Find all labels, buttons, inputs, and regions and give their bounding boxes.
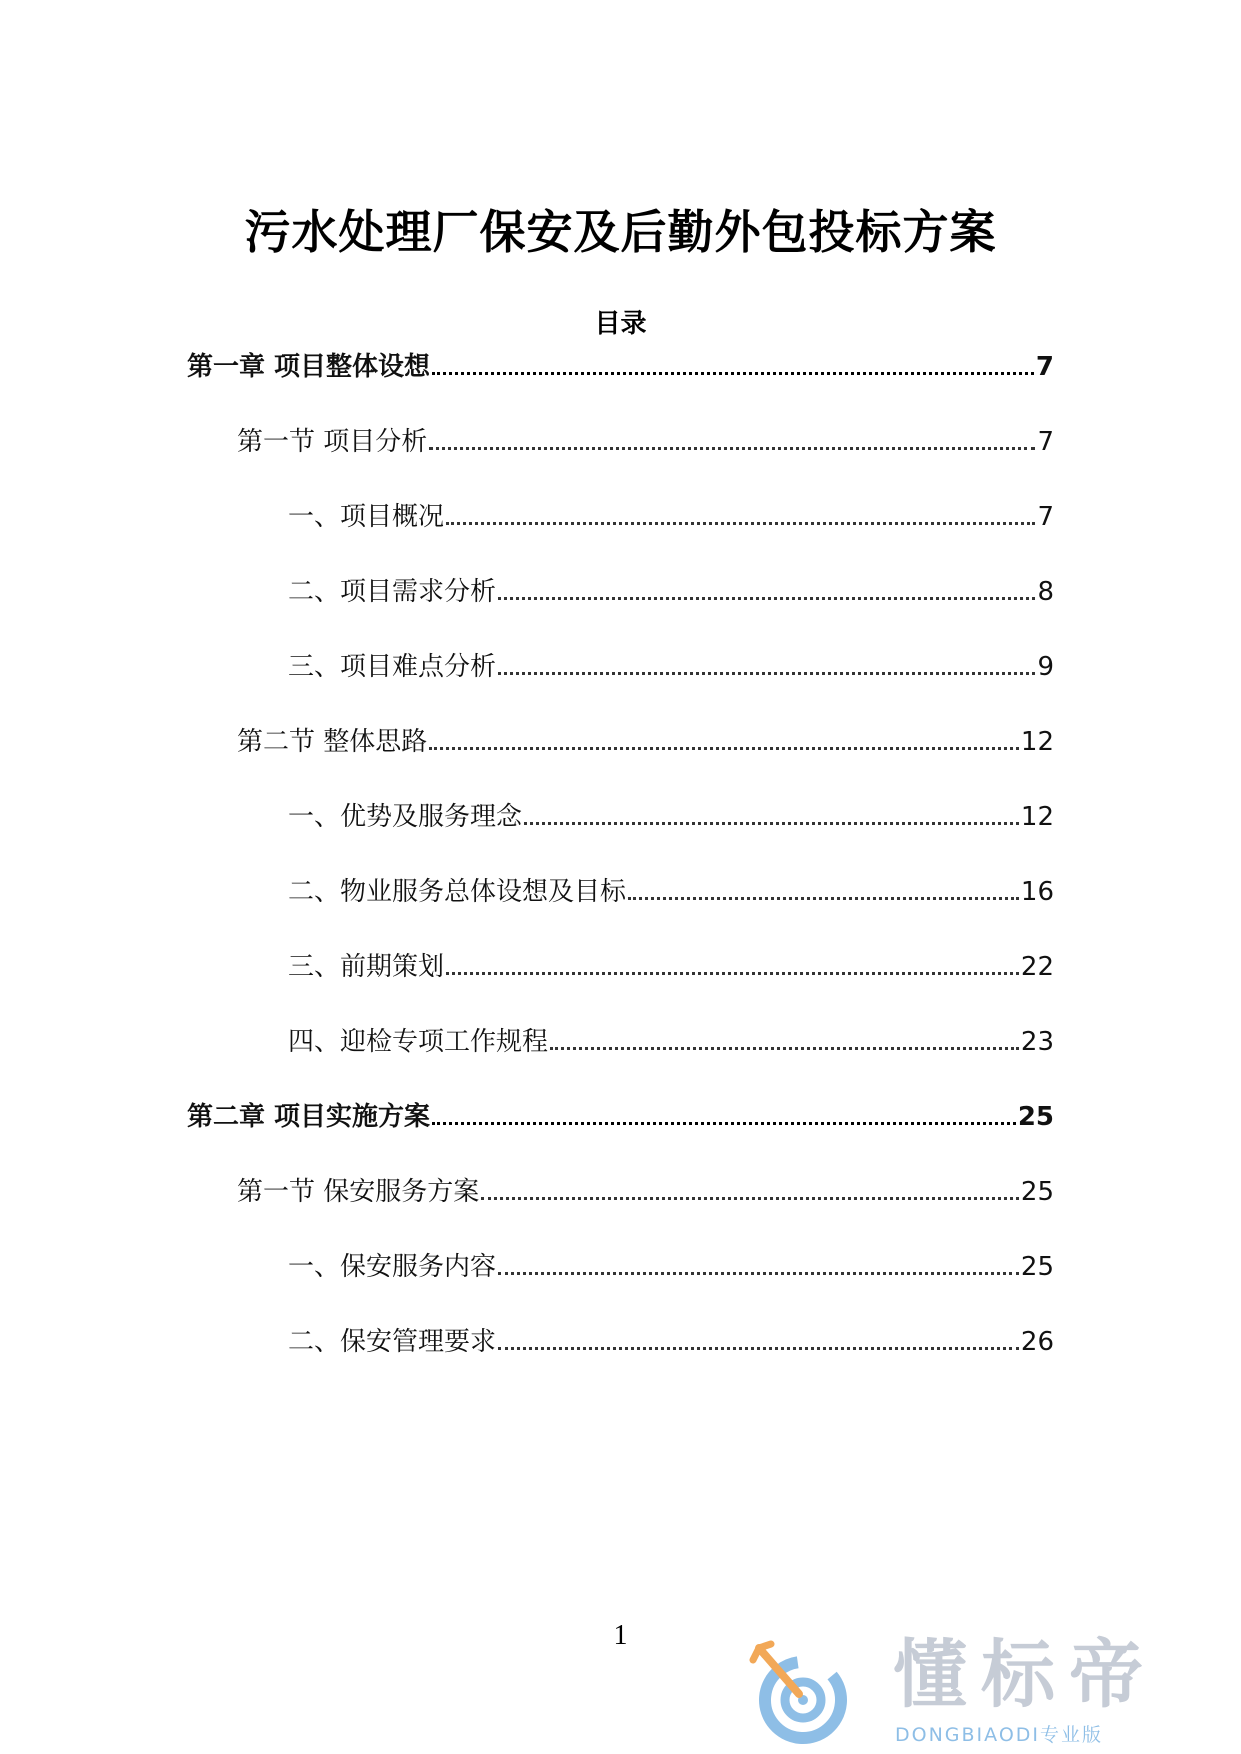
toc-entry-page: 7 [1037,502,1054,532]
toc-entry-title: 二、物业服务总体设想及目标 [288,877,627,907]
toc-entry-page: 12 [1020,802,1054,832]
toc-entry[interactable] [187,340,1054,380]
toc-entry[interactable] [288,1015,1054,1055]
document-title: 污水处理厂保安及后勤外包投标方案 [244,204,997,259]
toc-entry-title: 一、优势及服务理念 [288,802,523,832]
toc-entry-title: 四、迎检专项工作规程 [288,1027,549,1057]
toc-entry[interactable] [288,865,1054,905]
toc-dot-leader [498,1272,1019,1275]
toc-entry-title: 一、保安服务内容 [288,1252,497,1282]
watermark-latin: DONGBIAODI [895,1724,1041,1746]
toc-entry-page: 7 [1035,352,1054,382]
toc-entry-page: 7 [1037,427,1054,457]
toc-entry-title: 第一章 项目整体设想 [187,352,431,382]
toc-entry[interactable] [237,415,1054,455]
watermark-brand: 懂标帝 [893,1632,1157,1718]
toc-entry[interactable] [288,640,1054,680]
toc-heading: 目录 [594,309,647,339]
toc-entry[interactable] [237,715,1054,755]
target-arrow-icon [745,1638,865,1748]
toc-entry-page: 25 [1017,1102,1054,1132]
watermark-subtitle [895,1726,1103,1745]
toc-entry-title: 第一节 项目分析 [237,427,428,457]
toc-entry-title: 三、项目难点分析 [288,652,497,682]
toc-dot-leader [446,972,1019,975]
toc-entry-title: 第一节 保安服务方案 [237,1177,480,1207]
toc-dot-leader [429,447,1035,450]
toc-dot-leader [628,897,1019,900]
toc-dot-leader [429,747,1019,750]
toc-dot-leader [498,1347,1019,1350]
toc-dot-leader [432,372,1034,375]
toc-entry[interactable] [288,790,1054,830]
toc-entry-page: 25 [1020,1177,1054,1207]
toc-dot-leader [481,1197,1019,1200]
toc-entry-page: 26 [1020,1327,1054,1357]
toc-entry-page: 25 [1020,1252,1054,1282]
toc-entry-title: 第二节 整体思路 [237,727,428,757]
toc-dot-leader [446,522,1035,525]
page-number: 1 [613,1620,628,1651]
toc-entry-title: 二、保安管理要求 [288,1327,497,1357]
toc-entry-page: 16 [1020,877,1054,907]
toc-dot-leader [498,597,1035,600]
toc-entry-page: 22 [1020,952,1054,982]
toc-dot-leader [498,672,1035,675]
toc-entry-title: 二、项目需求分析 [288,577,497,607]
toc-entry-page: 23 [1020,1027,1054,1057]
toc-entry[interactable] [288,1240,1054,1280]
watermark-edition: 专业版 [1040,1724,1104,1746]
toc-entry-page: 12 [1020,727,1054,757]
toc-entry-page: 9 [1037,652,1054,682]
toc-dot-leader [432,1122,1016,1125]
toc-entry[interactable] [288,490,1054,530]
toc-dot-leader [524,822,1019,825]
toc-entry[interactable] [237,1165,1054,1205]
toc-entry[interactable] [187,1090,1054,1130]
toc-entry[interactable] [288,565,1054,605]
watermark [745,1632,1215,1748]
toc-entry[interactable] [288,1315,1054,1355]
toc-entry-title: 三、前期策划 [288,952,445,982]
toc-entry-title: 一、项目概况 [288,502,445,532]
toc-entry-page: 8 [1037,577,1054,607]
toc-entry[interactable] [288,940,1054,980]
toc-entry-title: 第二章 项目实施方案 [187,1102,431,1132]
toc-dot-leader [550,1047,1019,1050]
